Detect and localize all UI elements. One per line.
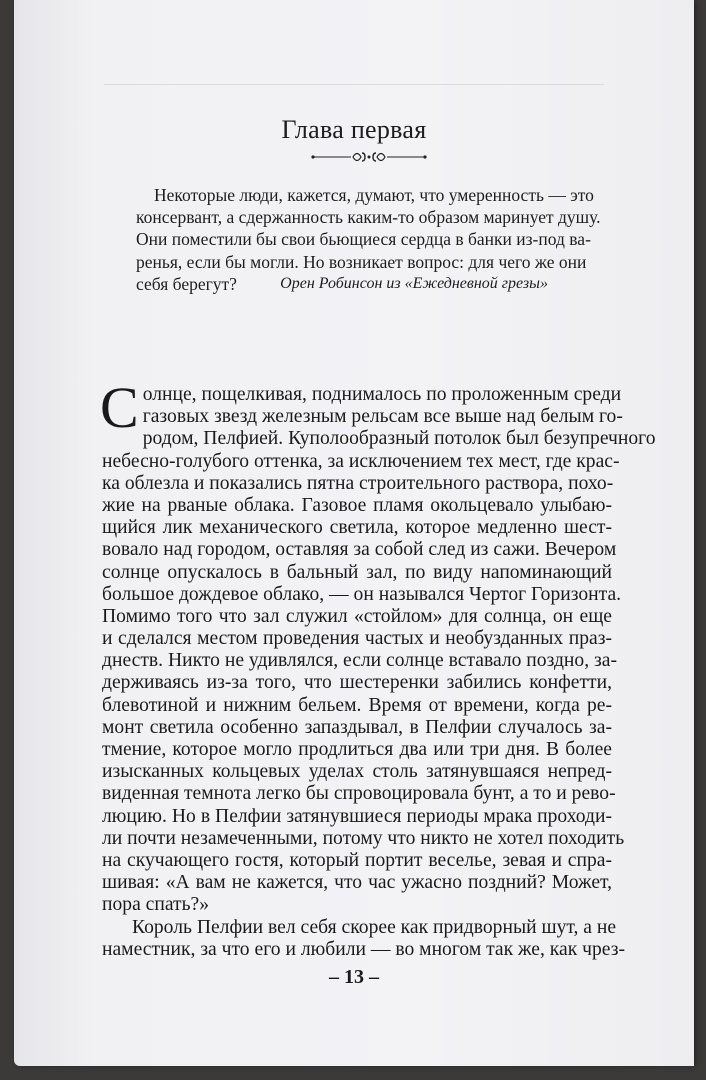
- body-line: вовало над городом, оставляя за собой след из сажи. Вечером: [102, 539, 617, 561]
- body-line: жие на рваные облака. Газовое пламя окольцевало улыбаю-: [102, 494, 612, 516]
- body-line: виденная темнота легко бы спровоцировала бунт, а то и рево-: [102, 783, 616, 805]
- attribution-work: «Ежедневной грезы»: [404, 275, 548, 292]
- body-line: пора спать?»: [102, 894, 210, 916]
- page-number: – 13 –: [329, 966, 379, 988]
- epigraph-line: Они поместили бы свои бьющиеся сердца в банки из-под ва-: [136, 229, 591, 250]
- body-line: держиваясь из-за того, что шестеренки забились конфетти,: [102, 672, 612, 694]
- attribution-author: Орен Робинсон: [280, 275, 383, 292]
- epigraph-line: себя берегут?: [136, 273, 237, 294]
- body-line: щийся лик механического светила, которое медленно шест-: [102, 517, 612, 539]
- body-line: ли почти незамеченными, потому что никто не хотел походить: [102, 827, 625, 849]
- bleed-through-running-head: [14, 62, 694, 80]
- epigraph-line: ренья, если бы могли. Но возникает вопрос: для чего же они: [136, 251, 587, 272]
- body-line: большое дождевое облако, — он назывался Чертог Горизонта.: [102, 583, 622, 605]
- body-line: днеств. Никто не удивлялся, если солнце вставало поздно, за-: [102, 650, 617, 672]
- body-line: газовых звезд железным рельсам все выше над белым го-: [142, 406, 623, 428]
- body-line: небесно-голубого оттенка, за исключением тех мест, где крас-: [102, 450, 620, 472]
- body-line: и сделался местом проведения частых и необузданных праз-: [102, 628, 612, 650]
- scroll-ornament-icon: [309, 149, 429, 165]
- body-line: Помимо того что зал служил «стойлом» для солнца, он еще: [102, 605, 612, 627]
- body-line: наместник, за что его и любили — во многом так же, как чрез-: [102, 938, 625, 960]
- epigraph-line: консервант, а сдержанность каким-то образом маринует душу.: [136, 207, 601, 228]
- attribution-from: из: [386, 275, 401, 292]
- body-line: люцию. Но в Пелфии затянувшиеся периоды мрака проходи-: [102, 805, 612, 827]
- epigraph-attribution: [280, 275, 548, 293]
- body-line: монт светила особенно запаздывал, в Пелфии случалось за-: [102, 716, 612, 738]
- epigraph-line: Некоторые люди, кажется, думают, что умеренность — это: [154, 185, 594, 205]
- body-line: олнце, пощелкивая, поднималось по проложенным среди: [142, 384, 622, 405]
- body-line: солнце опускалось в бальный зал, по виду напоминающий: [102, 561, 612, 583]
- chapter-title: Глава первая: [281, 115, 427, 144]
- book-page: [14, 0, 694, 1066]
- body-line: изысканных кольцевых уделах столь затянувшаяся непред-: [102, 761, 612, 783]
- drop-cap: С: [100, 375, 139, 440]
- body-line: тмение, которое могло продлиться два или три дня. В более: [102, 739, 612, 760]
- body-line: блевотиной и нижним бельем. Время от времени, когда ре-: [102, 694, 612, 716]
- body-line: ка облезла и показались пятна строительного раствора, похо-: [102, 472, 614, 494]
- chapter-body: [100, 375, 656, 961]
- body-line: родом, Пелфией. Куполообразный потолок был безупречного: [142, 428, 656, 450]
- bleed-through-rule: [104, 84, 604, 85]
- body-line: шивая: «А вам не кажется, что час ужасно поздний? Может,: [102, 872, 612, 894]
- body-line: на скучающего гостя, который портит веселье, зевая и спра-: [102, 849, 612, 871]
- body-line: Король Пелфии вел себя скорее как придворный шут, а не: [132, 916, 617, 938]
